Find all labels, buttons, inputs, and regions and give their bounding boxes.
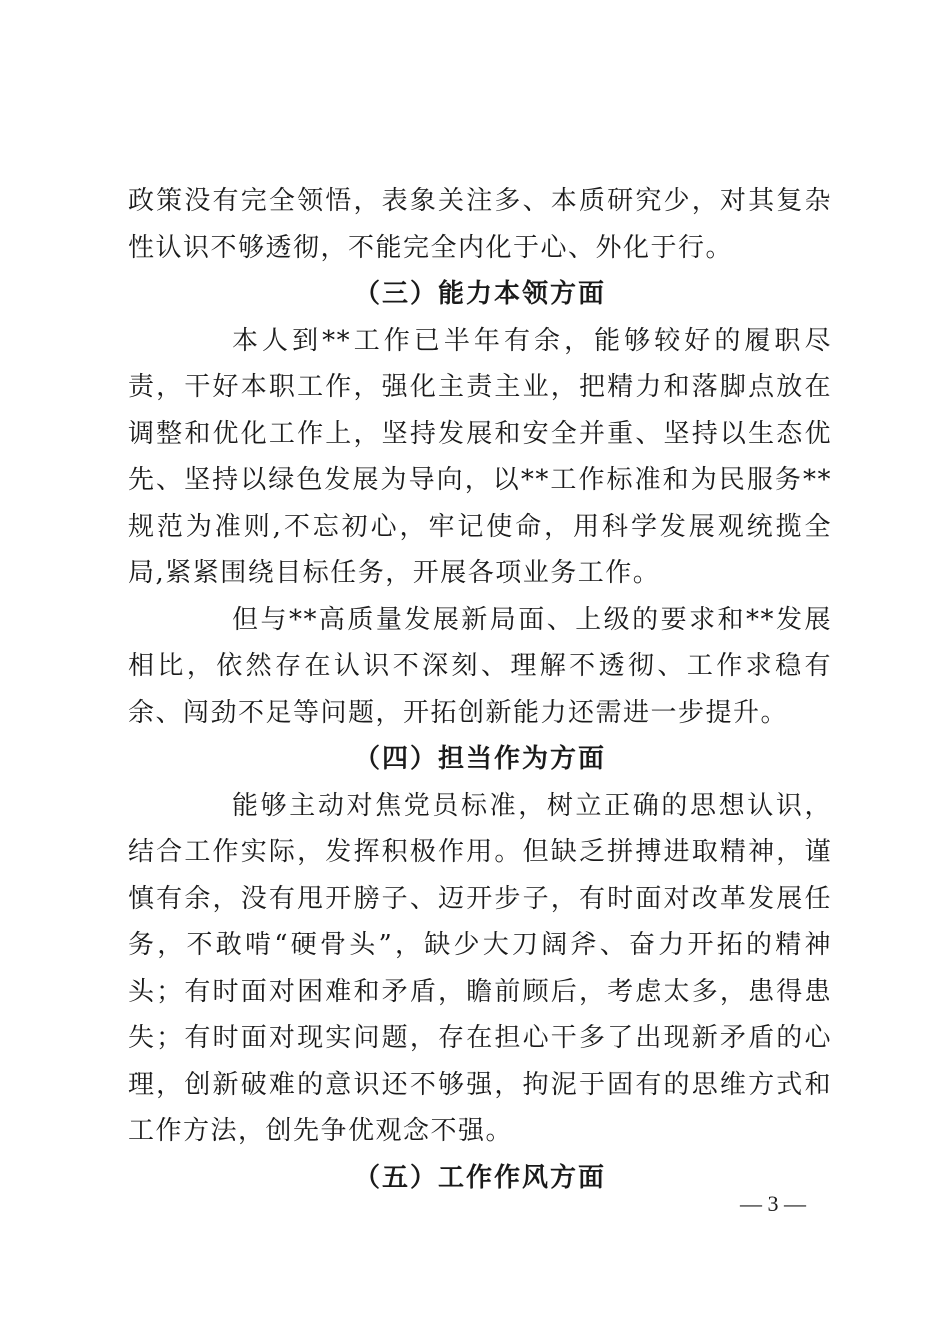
paragraph-continuation: 政策没有完全领悟，表象关注多、本质研究少，对其复杂性认识不够透彻，不能完全内化于心、外化于行。 [128,186,832,263]
paragraph-ability-1: 本人到**工作已半年有余，能够较好的履职尽责，干好本职工作，强化主责主业，把精力和落脚点放在调整和优化工作上，坚持发展和安全并重、坚持以生态优先、坚持以绿色发展为导向，以**工作标准和为民服务**规范为准则,不忘初心，牢记使命，用科学发展观统揽全局,紧紧围绕目标任务，开展各项业务工作。 [128,325,832,588]
paragraph-responsibility: 能够主动对焦党员标准，树立正确的思想认识，结合工作实际，发挥积极作用。但缺乏拼搏进取精神，谨慎有余，没有甩开膀子、迈开步子，有时面对改革发展任务，不敢啃“硬骨头”，缺少大刀阔斧、奋力开拓的精神头；有时面对困难和矛盾，瞻前顾后，考虑太多，患得患失；有时面对现实问题，存在担心干多了出现新矛盾的心理，创新破难的意识还不够强，拘泥于固有的思维方式和工作方法，创先争优观念不强。 [128,790,832,1146]
page-number: — 3 — [740,1191,806,1216]
section-heading-work-style: （五）工作作风方面 [353,1162,606,1193]
section-heading-responsibility: （四）担当作为方面 [353,744,606,774]
section-heading-ability: （三）能力本领方面 [353,279,606,309]
paragraph-ability-2: 但与**高质量发展新局面、上级的要求和**发展相比，依然存在认识不深刻、理解不透彻、工作求稳有余、闯劲不足等问题，开拓创新能力还需进一步提升。 [128,604,832,728]
document-body [128,178,832,1201]
